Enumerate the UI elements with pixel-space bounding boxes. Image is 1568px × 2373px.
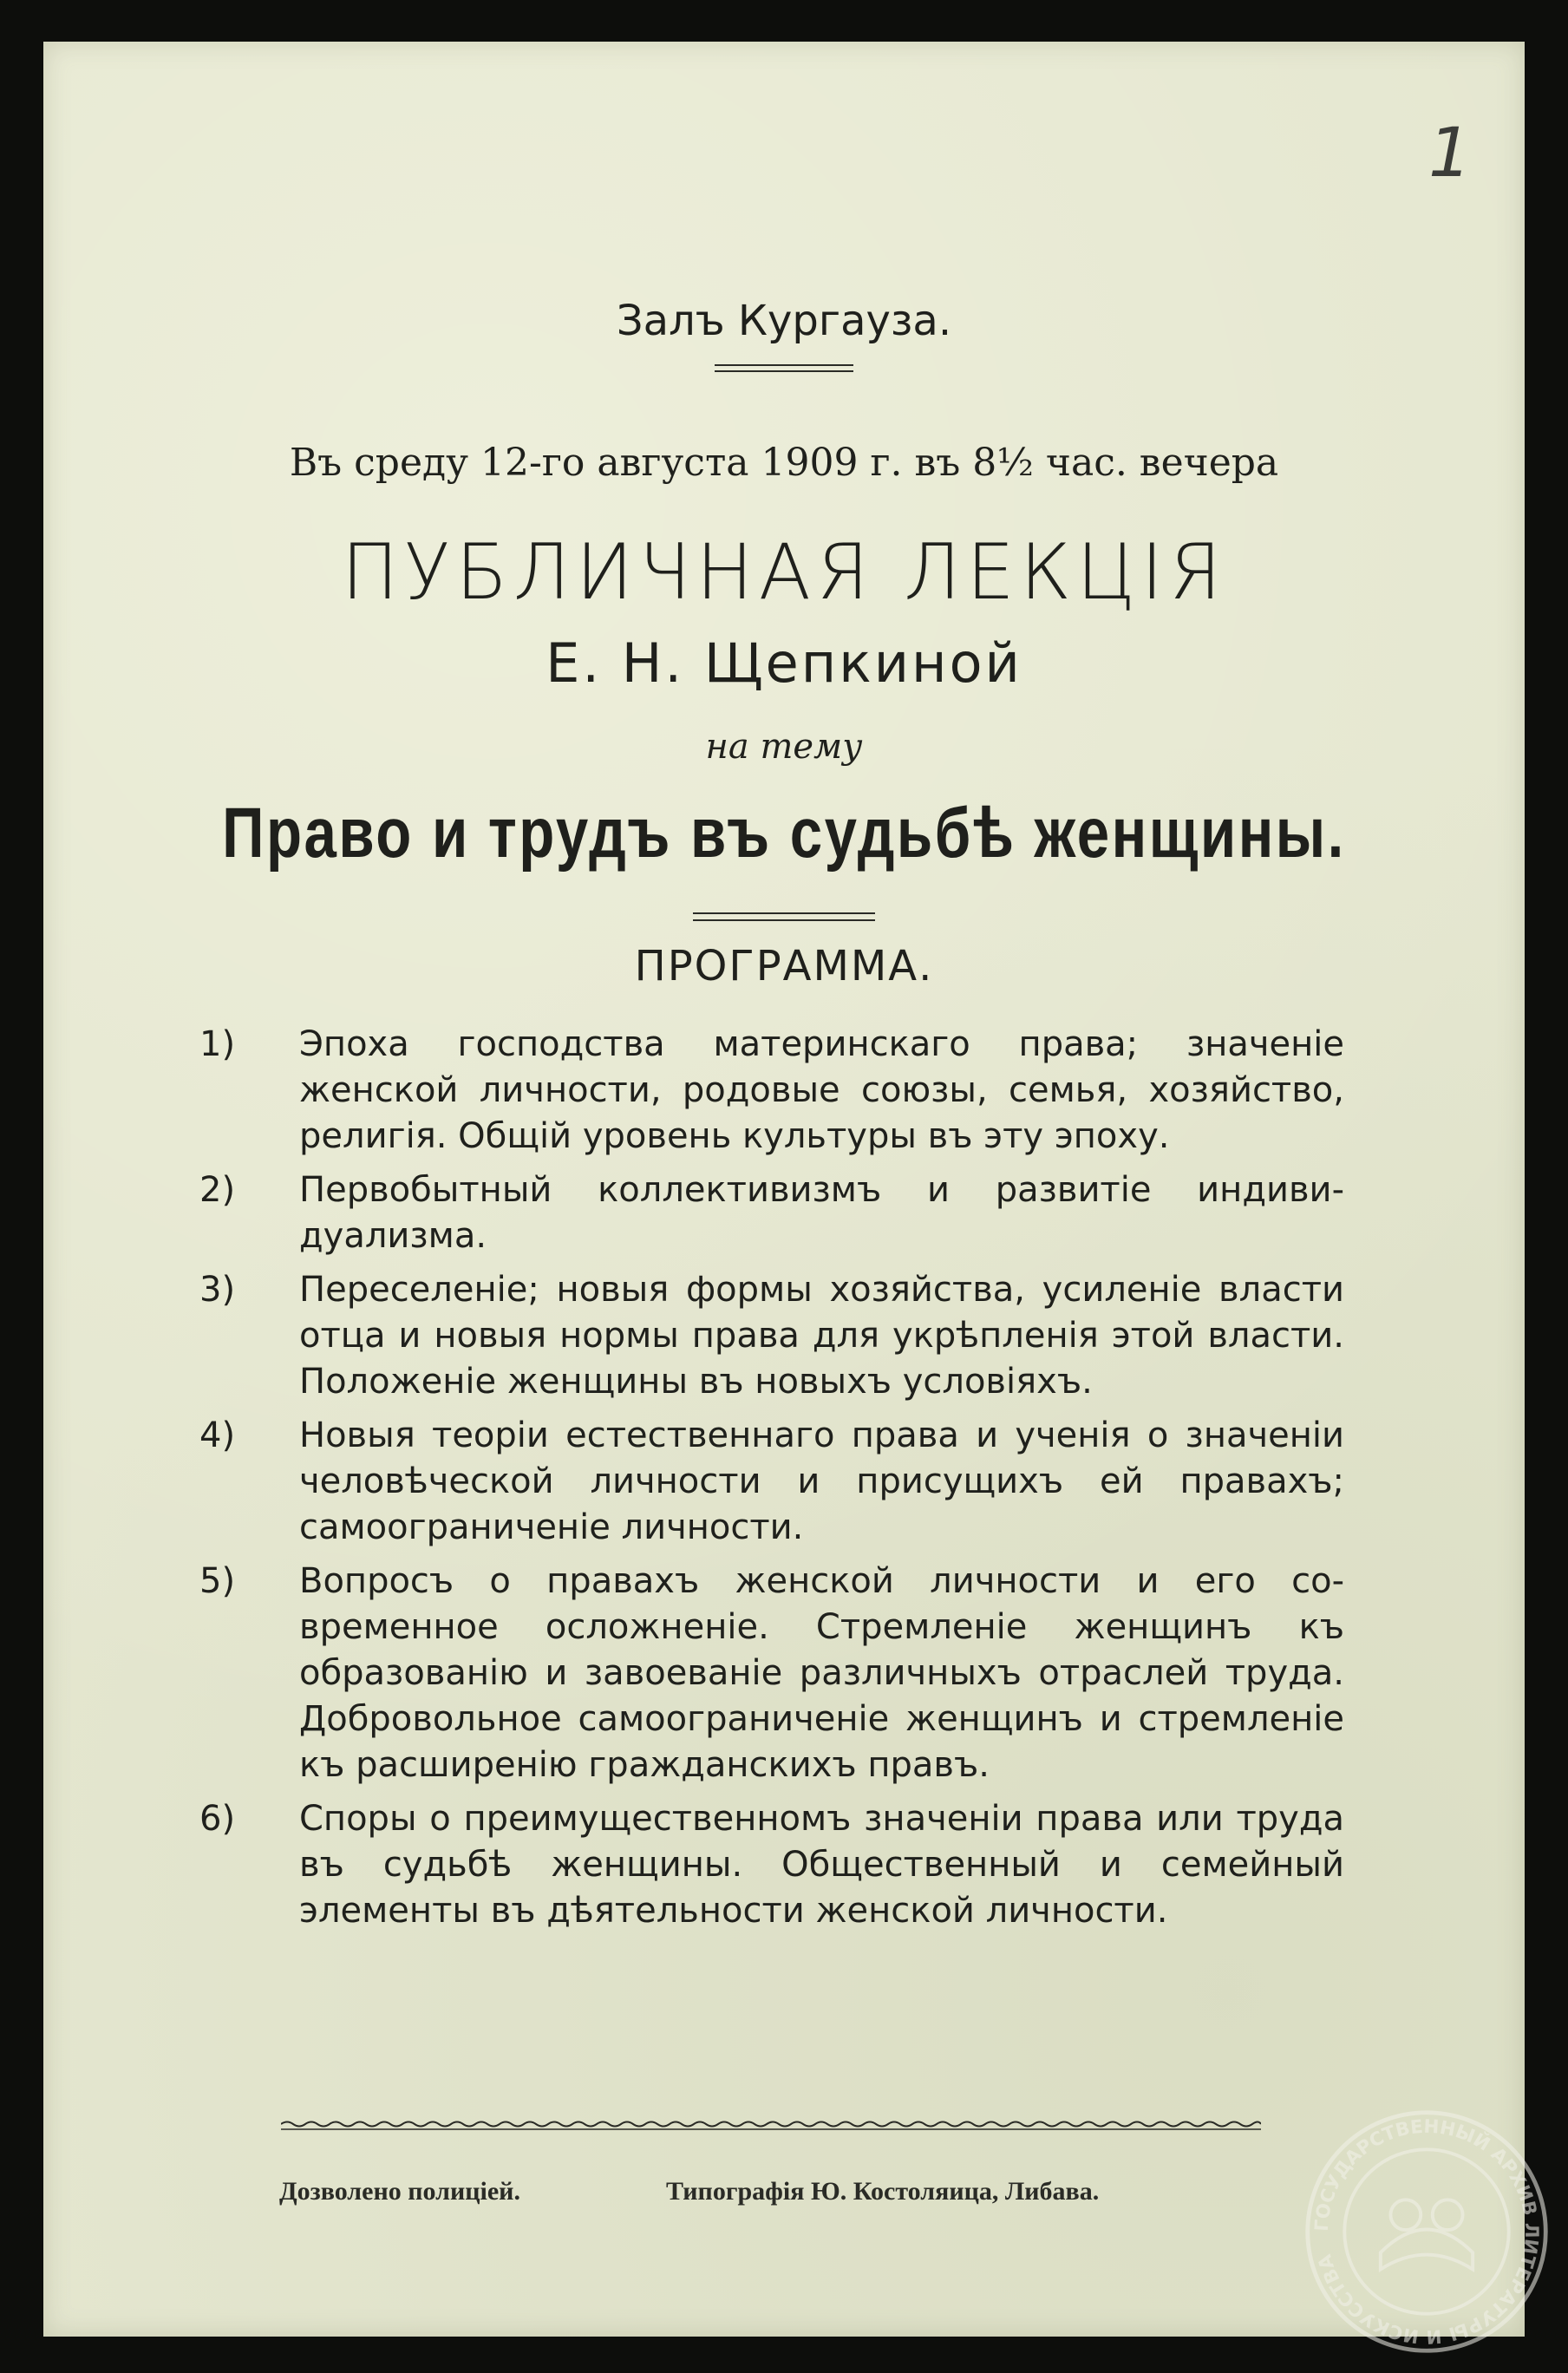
program-item xyxy=(199,1413,1344,1551)
program-item-number: 5) xyxy=(199,1561,236,1601)
program-item-text: Переселеніе; новыя формы хозяйства, усиленіе власти отца и новыя нормы права для укрѣпленія этой власти. Положеніе женщины въ новыхъ условіяхъ. xyxy=(299,1270,1344,1402)
program-item-number: 6) xyxy=(199,1799,236,1839)
theme-label: на тему xyxy=(705,727,863,767)
program-item xyxy=(199,1267,1344,1405)
program-item-text: Вопросъ о правахъ женской личности и его современное осложненіе. Стремленіе женщинъ къ образованію и завоеваніе различныхъ отраслей труда. Добровольное самоограниченіе женщинъ и стремленіе къ расширенію гражданскихъ правъ. xyxy=(299,1561,1344,1785)
footer-wavy-rule xyxy=(281,2120,1261,2132)
program-item-text: Споры о преимущественномъ значеніи права или труда въ судьбѣ женщины. Общественный и семейный элементы въ дѣятельности женской личности. xyxy=(299,1799,1344,1931)
divider-rule xyxy=(693,912,875,921)
archive-stamp-icon xyxy=(1301,2106,1552,2357)
program-item-number: 2) xyxy=(199,1170,236,1210)
program-item-text: Первобытный коллективизмъ и развитіе индивидуализма. xyxy=(299,1170,1344,1256)
program-item xyxy=(199,1796,1344,1934)
event-date: Въ среду 12-го августа 1909 г. въ 8½ час. вечера xyxy=(289,441,1279,485)
censor-permission: Дозволено полиціей. xyxy=(279,2177,520,2206)
program-item-number: 4) xyxy=(199,1415,236,1455)
program-item-number: 1) xyxy=(199,1024,236,1064)
svg-text:ГОСУДАРСТВЕННЫЙ АРХИВ ЛИТЕРАТУ: ГОСУДАРСТВЕННЫЙ АРХИВ ЛИТЕРАТУРЫ И ИСКУССТВА xyxy=(1310,2115,1543,2348)
program-item-text: Новыя теоріи естественнаго права и ученія о значеніи человѣческой личности и присущихъ ей правахъ; самоограниченіе личности. xyxy=(299,1415,1344,1547)
program-item-number: 3) xyxy=(199,1270,236,1310)
lecture-title: ПУБЛИЧНАЯ ЛЕКЦІЯ xyxy=(341,527,1227,617)
printer-imprint: Типографія Ю. Костоляица, Либава. xyxy=(666,2177,1100,2206)
divider-rule xyxy=(715,364,853,372)
program-item xyxy=(199,1167,1344,1259)
program-item-text: Эпоха господства материнскаго права; значеніе женской личности, родовые союзы, семья, хозяйство, религія. Общій уровень культуры въ эту эпоху. xyxy=(299,1024,1344,1156)
program-heading: ПРОГРАММА. xyxy=(634,942,934,990)
venue-heading: Залъ Кургауза. xyxy=(616,297,952,345)
program-item xyxy=(199,1022,1344,1160)
lecturer-name: Е. Н. Щепкиной xyxy=(546,631,1022,695)
program-list xyxy=(199,1022,1344,1942)
theme-title: Право и трудъ въ судьбѣ женщины. xyxy=(222,794,1346,873)
archive-page-number: 1 xyxy=(1428,114,1472,193)
document-sheet xyxy=(43,42,1525,2337)
program-item xyxy=(199,1559,1344,1788)
